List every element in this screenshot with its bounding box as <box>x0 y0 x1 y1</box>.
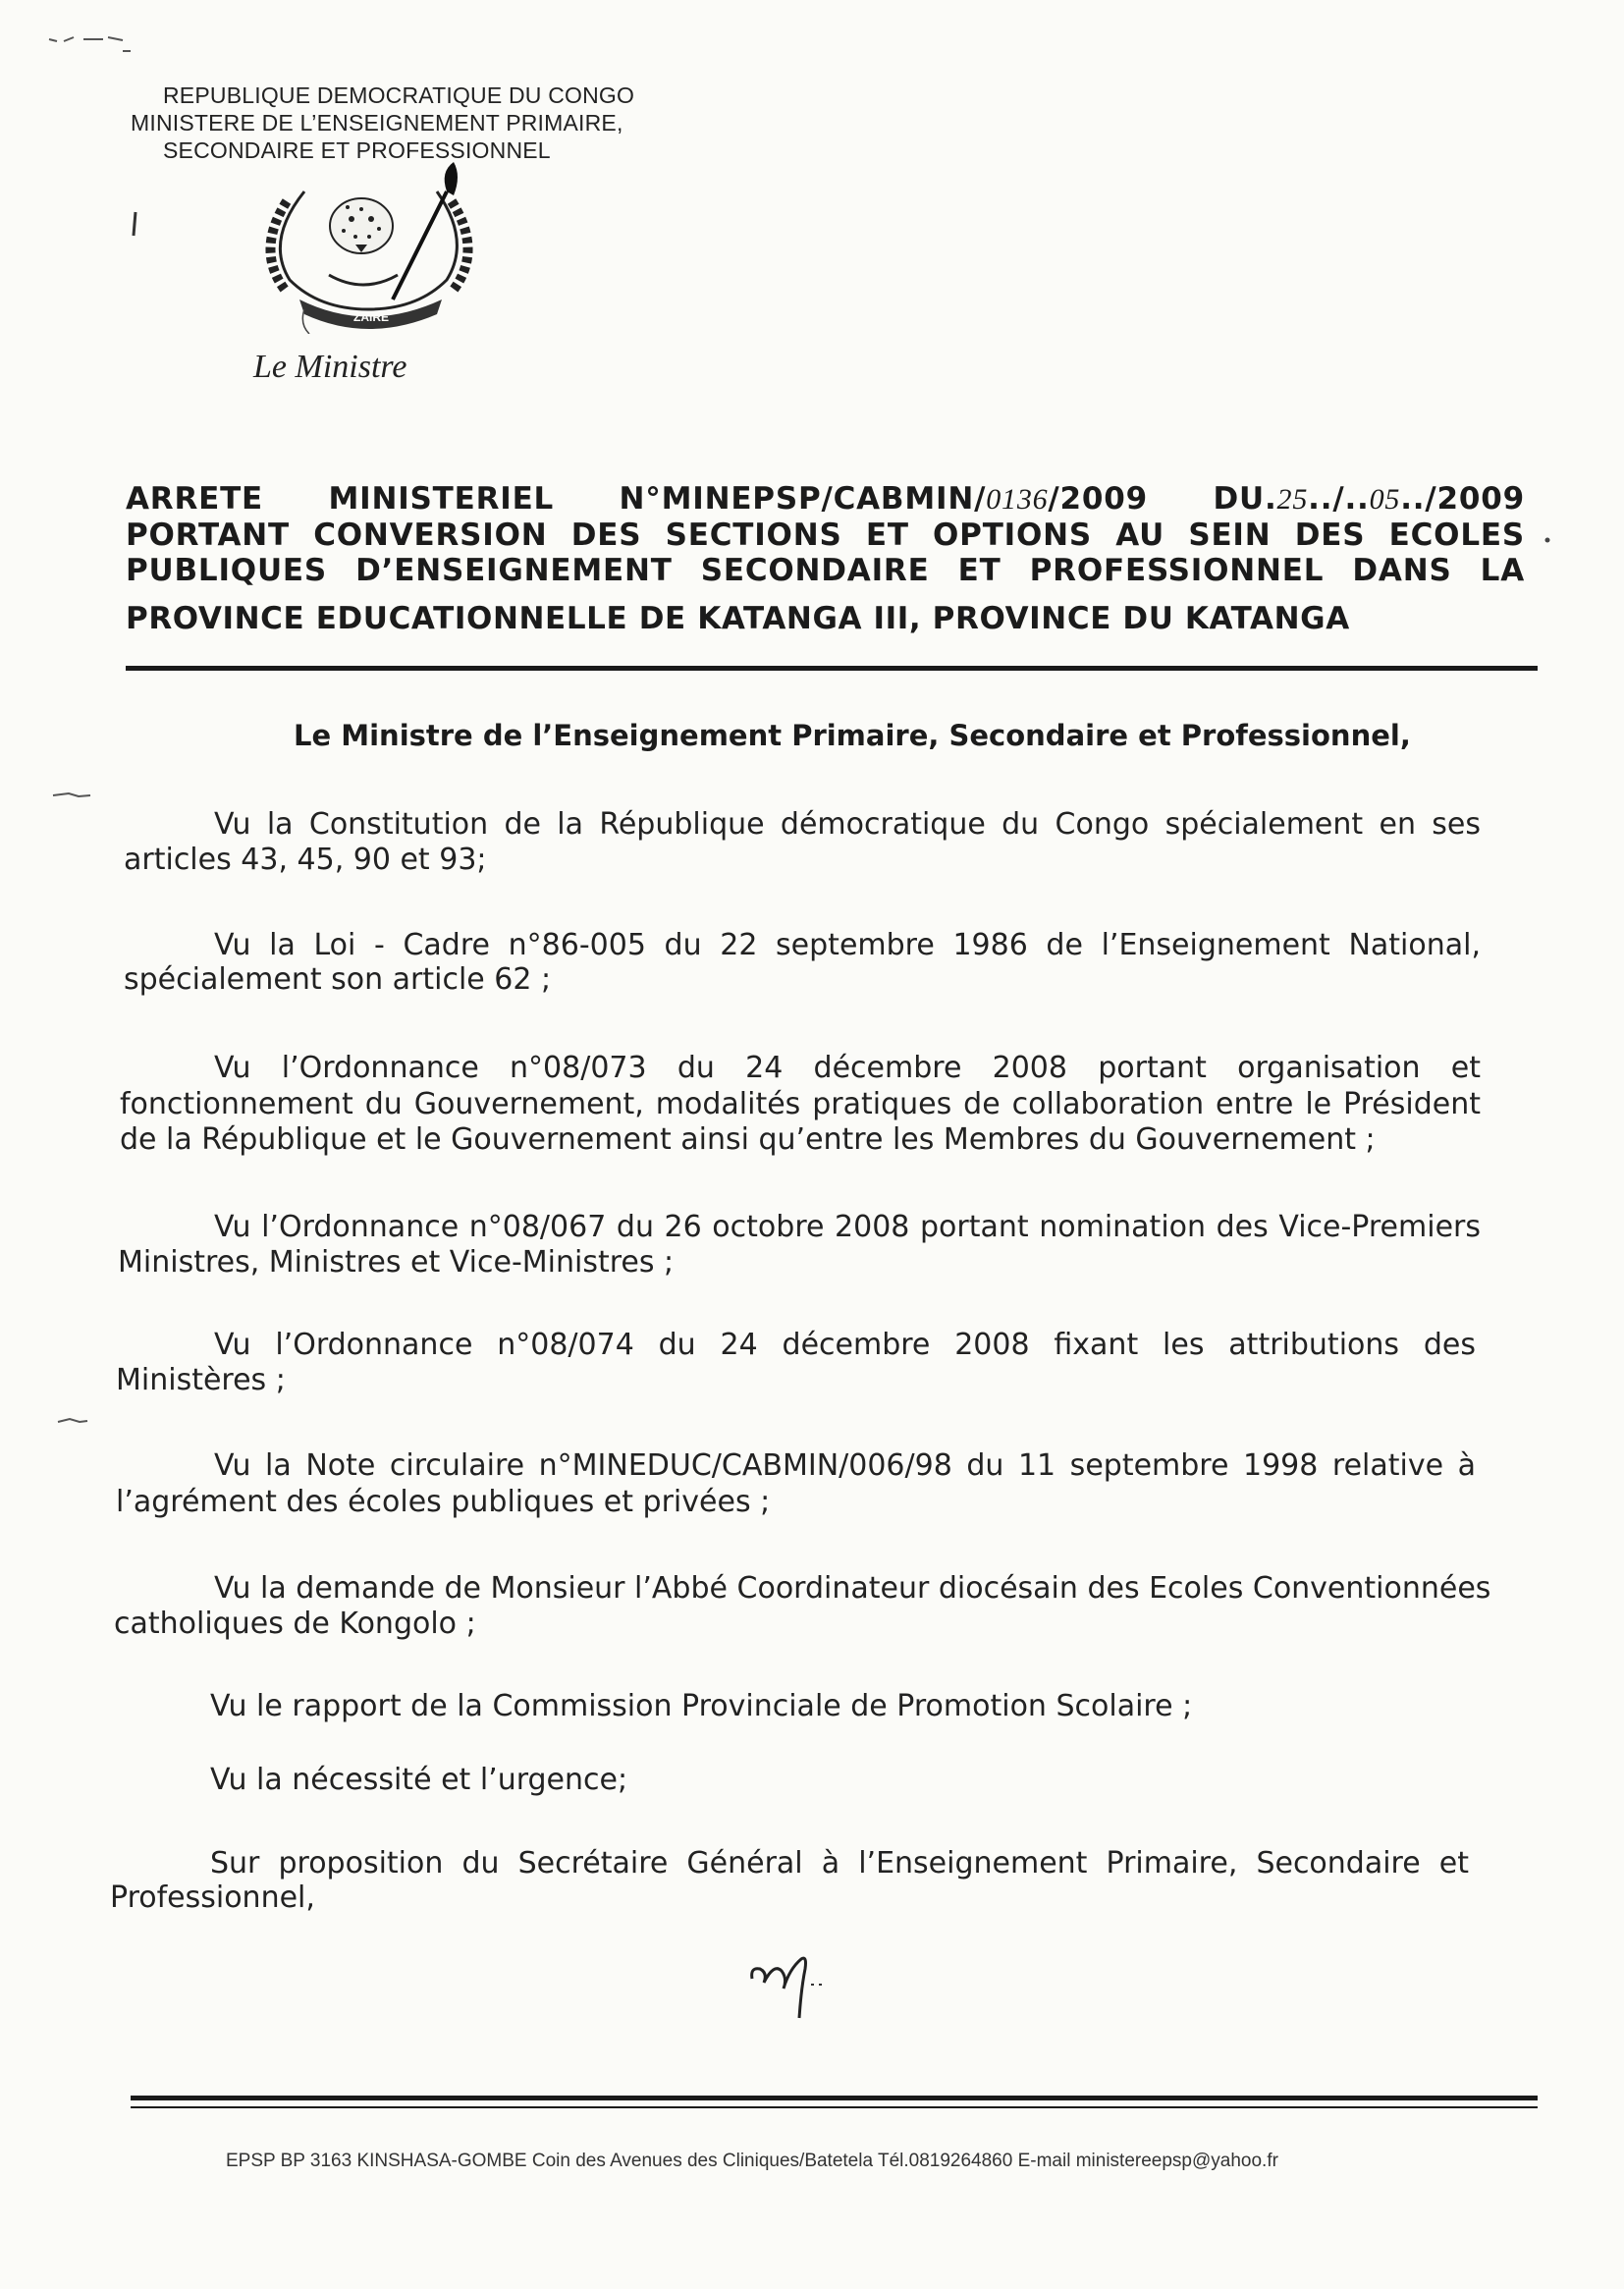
consideration-line: fonctionnement du Gouvernement, modalités pratiques de collaboration entre le Président <box>120 1087 1481 1121</box>
consideration-line: Vu la demande de Monsieur l’Abbé Coordinateur diocésain des Ecoles Conventionnées <box>214 1571 1491 1606</box>
handwritten-day: 25 <box>1276 483 1309 516</box>
ministry-name-line2: SECONDAIRE ET PROFESSIONNEL <box>163 137 551 163</box>
congo-coat-of-arms-leopard-icon <box>245 162 491 334</box>
consideration-line: Vu la Constitution de la République démocratique du Congo spécialement en ses <box>214 807 1481 842</box>
handwritten-number: 0136 <box>986 483 1049 516</box>
decree-date: DU.25../..05../2009 <box>1213 481 1525 517</box>
consideration-line: Ministres, Ministres et Vice-Ministres ; <box>118 1245 675 1280</box>
consideration-line: catholiques de Kongolo ; <box>114 1607 476 1641</box>
consideration-line: Professionnel, <box>110 1880 315 1915</box>
consideration-line: l’agrément des écoles publiques et privées ; <box>116 1485 771 1519</box>
scan-mark <box>1540 530 1559 550</box>
consideration-line: Ministères ; <box>116 1363 286 1397</box>
signatory-caption: Le Ministre <box>253 349 407 385</box>
scan-mark <box>54 1412 93 1432</box>
footer-rule <box>131 2106 1538 2108</box>
ministry-name-line1: MINISTERE DE L’ENSEIGNEMENT PRIMAIRE, <box>131 110 623 136</box>
handwritten-month: 05 <box>1369 483 1401 516</box>
decree-title-line1 <box>126 481 1525 517</box>
footer-contact: EPSP BP 3163 KINSHASA-GOMBE Coin des Avenues des Cliniques/Batetela Tél.0819264860 E-mail ministereepsp@yahoo.fr <box>226 2151 1278 2171</box>
scan-mark <box>49 786 98 805</box>
emblem-text: ZAIRE <box>353 310 389 324</box>
scan-mark <box>126 210 145 240</box>
consideration-line: Vu l’Ordonnance n°08/073 du 24 décembre 2008 portant organisation et <box>214 1051 1481 1085</box>
consideration-line: articles 43, 45, 90 et 93; <box>124 843 487 877</box>
title-underline <box>126 666 1538 671</box>
consideration-line: Vu l’Ordonnance n°08/067 du 26 octobre 2008 portant nomination des Vice-Premiers <box>214 1210 1481 1244</box>
decree-word: MINISTERIEL <box>328 481 555 517</box>
decree-word: ARRETE <box>126 481 264 517</box>
consideration-line: Vu la Loi - Cadre n°86-005 du 22 septembre 1986 de l’Enseignement National, <box>214 928 1481 962</box>
decree-number: N°MINEPSP/CABMIN/0136/2009 <box>619 481 1149 517</box>
consideration-line: spécialement son article 62 ; <box>124 962 552 997</box>
consideration-line: de la République et le Gouvernement ainsi qu’entre les Membres du Gouvernement ; <box>120 1122 1376 1157</box>
consideration-line: Vu la Note circulaire n°MINEDUC/CABMIN/006/98 du 11 septembre 1998 relative à <box>214 1448 1476 1483</box>
decree-title-line3: PUBLIQUES D’ENSEIGNEMENT SECONDAIRE ET PROFESSIONNEL DANS LA <box>126 553 1525 588</box>
decree-title-line2: PORTANT CONVERSION DES SECTIONS ET OPTIONS AU SEIN DES ECOLES <box>126 518 1525 553</box>
decree-title-line4: PROVINCE EDUCATIONNELLE DE KATANGA III, PROVINCE DU KATANGA <box>126 601 1350 636</box>
consideration-line: Vu le rapport de la Commission Provinciale de Promotion Scolaire ; <box>210 1689 1193 1723</box>
footer-rule <box>131 2096 1538 2100</box>
consideration-line: Vu l’Ordonnance n°08/074 du 24 décembre 2008 fixant les attributions des <box>214 1328 1476 1362</box>
handwritten-initials-icon <box>744 1949 842 2028</box>
country-name: REPUBLIQUE DEMOCRATIQUE DU CONGO <box>163 82 635 108</box>
consideration-line: Sur proposition du Secrétaire Général à l’Enseignement Primaire, Secondaire et <box>210 1846 1469 1880</box>
consideration-line: Vu la nécessité et l’urgence; <box>210 1763 628 1797</box>
minister-heading: Le Ministre de l’Enseignement Primaire, Secondaire et Professionnel, <box>294 719 1411 752</box>
scan-mark <box>44 29 162 69</box>
